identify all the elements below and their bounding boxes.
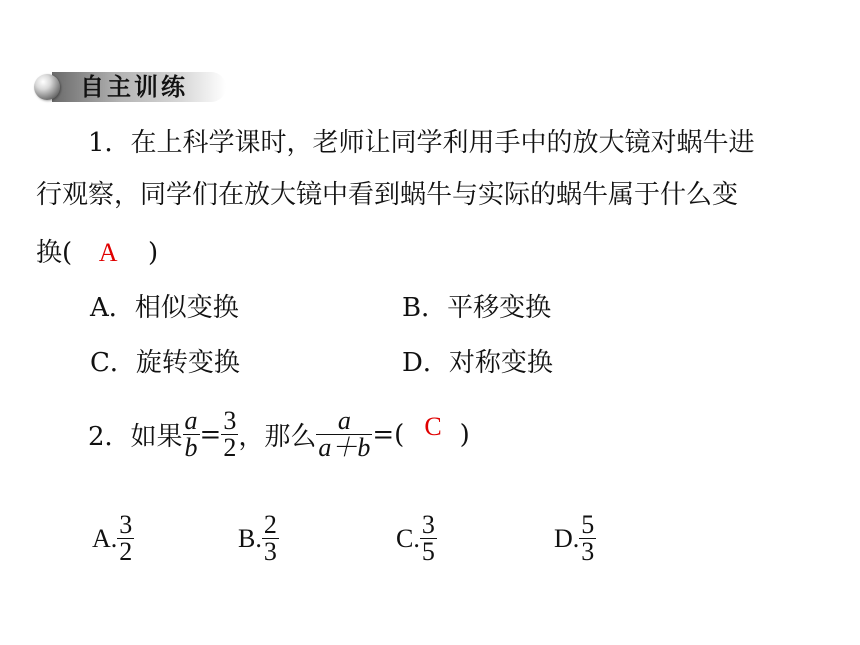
q2-given-fraction (183, 408, 200, 461)
q1-line3 (36, 238, 158, 268)
q2-mid: ，那么 (238, 422, 317, 452)
q2-option-a-label: A. (92, 523, 118, 553)
q2-target-num: a (316, 408, 372, 435)
q2-option-c-num: 3 (421, 510, 435, 539)
q2-option-b-num: 2 (263, 510, 277, 539)
q1-option-d: D．对称变换 (402, 348, 553, 378)
q1-line1: 1．在上科学课时，老师让同学利用手中的放大镜对蜗牛进 (88, 128, 755, 158)
q2-option-d (554, 512, 596, 565)
q1-bracket-close: ) (148, 238, 159, 268)
q2-equals: = (199, 419, 222, 450)
q2-given-value-den: 2 (223, 433, 237, 462)
q2-target-fraction (316, 408, 372, 461)
q2-given-den: b (184, 433, 198, 462)
q2-option-d-den: 3 (581, 537, 595, 566)
q2-bracket-close: ) (459, 419, 470, 450)
q2-prefix: 2．如果 (88, 422, 183, 452)
section-title: 自主训练 (80, 73, 188, 101)
q2-option-d-label: D. (554, 523, 580, 553)
q2-equals-bracket: =( (372, 419, 405, 450)
q2-option-b (238, 512, 279, 565)
q2-option-c (396, 512, 437, 565)
q2-given-num: a (184, 406, 198, 435)
section-header (30, 68, 230, 108)
q1-option-c: C．旋转变换 (90, 348, 240, 378)
q2-option-c-den: 5 (421, 537, 435, 566)
q1-option-a: A．相似变换 (90, 293, 239, 323)
q2-option-b-label: B. (238, 523, 262, 553)
q1-line2: 行观察，同学们在放大镜中看到蜗牛与实际的蜗牛属于什么变 (36, 180, 739, 210)
q2-target-den: a＋b (318, 433, 371, 462)
q2-question (88, 408, 470, 461)
q2-option-b-den: 3 (263, 537, 277, 566)
q1-option-b: B．平移变换 (402, 293, 552, 323)
q1-bracket-open: 换( (36, 238, 73, 268)
q2-given-value-num: 3 (223, 406, 237, 435)
q2-option-c-label: C. (396, 523, 420, 553)
q1-answer: A (98, 238, 118, 267)
q2-option-a-num: 3 (119, 510, 133, 539)
q2-answer: C (424, 411, 442, 441)
q2-option-a (92, 512, 134, 565)
q2-option-a-den: 2 (119, 537, 133, 566)
q2-option-d-num: 5 (581, 510, 595, 539)
q2-given-value-fraction (221, 408, 238, 461)
bullet-ball-icon (34, 74, 60, 100)
